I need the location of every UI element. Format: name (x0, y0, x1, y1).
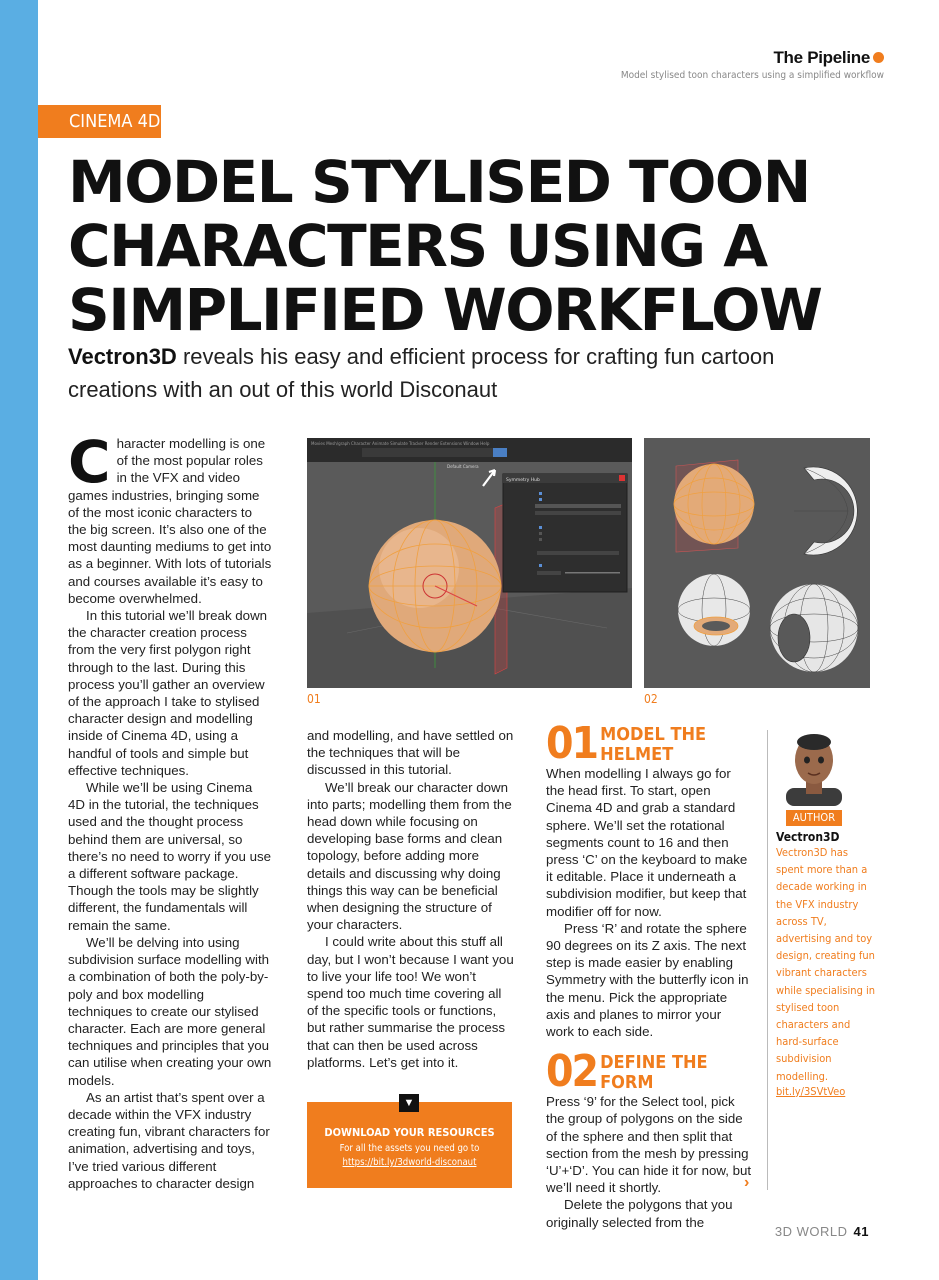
standfirst-author: Vectron3D (68, 344, 177, 369)
figure-2-screenshot (644, 438, 870, 688)
step-paragraph: Delete the polygons that you originally selected from the (546, 1197, 733, 1230)
paragraph: I could write about this stuff all day, but I won’t because I want you to live your life too! We won’t spend too much time covering all of the specific tools or functions, but rather summarise the process that can then be used across platforms. Let’s get into it. (307, 934, 514, 1070)
download-heading: DOWNLOAD YOUR RESOURCES (324, 1126, 495, 1139)
author-box (776, 730, 876, 1098)
paragraph: As an artist that’s spent over a decade within the VFX industry creating fun, vibrant characters for animation, advertising and toys, I’ve tried various different approaches to character design (68, 1089, 270, 1191)
author-link[interactable]: bit.ly/3SVtVeo (776, 1084, 846, 1098)
paragraph: In this tutorial we’ll break down the character creation process from the very first polygon right through to the last. During this process you’ll gather an overview of the approach I take to stylised character design and modelling inside of Cinema 4D, using a handful of tools and simple but effective techniques. (68, 608, 268, 778)
step-paragraph: When modelling I always go for the head first. To start, open Cinema 4D and grab a standard sphere. We’ll set the rotational segments count to 16 and then press ‘C’ on the keyboard to make it editable. Place it underneath a subdivision modifier, but keep that modifier off for now. (546, 766, 748, 919)
ui-view-label: Default Camera (447, 464, 479, 469)
author-bio: Vectron3D has spent more than a decade working in the VFX industry across TV, advertising and toy design, creating fun vibrant characters while specialising in stylised toon characters and hard-surface subdivision modelling. (776, 846, 876, 1083)
standfirst (68, 340, 788, 406)
paragraph: and modelling, and have settled on the techniques that will be discussed in this tutorial. (307, 728, 514, 778)
step-title: DEFINE THE FORM (600, 1052, 708, 1094)
chevron-down-icon: ▼ (399, 1094, 419, 1112)
figure-2-label: 02 (644, 692, 658, 706)
running-head-subtitle: Model stylised toon characters using a simplified workflow (620, 70, 884, 81)
section-brand: The Pipeline (773, 48, 870, 67)
download-link[interactable]: https://bit.ly/3dworld-disconaut (342, 1157, 477, 1168)
download-subtext: For all the assets you need go to (339, 1143, 480, 1154)
step-paragraph: Press ‘R’ and rotate the sphere 90 degrees on its Z axis. The next step is made easier by enabling Symmetry with the butterfly icon in the menu. Pick the appropriate axis and planes to mirror your work to each side. (546, 920, 749, 1040)
author-avatar (776, 730, 852, 806)
body-column-2 (307, 727, 515, 1071)
step-title: MODEL THE HELMET (600, 724, 707, 765)
step-01 (546, 718, 752, 1040)
figure-1-screenshot (307, 438, 632, 688)
magazine-name: 3D WORLD (774, 1224, 848, 1239)
intro-paragraph (68, 428, 272, 607)
intro-text: haracter modelling is one of the most popular roles in the VFX and video games industries, bringing some of the most iconic characters to the big screen. It’s also one of the most daunting mediums to get into as a beginner. With lots of tutorials and courses available it’s easy to become overwhelmed. (68, 436, 272, 606)
column-divider (767, 730, 768, 1190)
ui-panel-title: Symmetry Hub (506, 478, 540, 483)
figure-1-label: 01 (307, 692, 321, 706)
download-resources-box (307, 1097, 512, 1188)
paragraph: We’ll break our character down into parts; modelling them from the head down while focusing on developing base forms and clean topology, before adding more details and discussing why doing things this way can be beneficial when designing the structure of your characters. (307, 779, 512, 933)
steps-column (546, 718, 752, 1231)
paragraph: We’ll be delving into using subdivision surface modelling with a combination of both the poly-by-poly and box modelling techniques to create our stylised character. Each are more general techniques and principles that you can utilise when creating your own models. (68, 934, 272, 1088)
cinema4d-viewport-illustration (307, 438, 632, 688)
category-tag: CINEMA 4D (38, 105, 161, 138)
side-color-bar (0, 0, 38, 1280)
ui-menu-bar: Movies Mesh/graph Character Animate Simulate Tracker Render Extensions Window Help (311, 441, 490, 446)
standfirst-text: reveals his easy and efficient process for crafting fun cartoon creations with an out of this world Disconaut (68, 344, 775, 402)
continue-arrow-icon: › (744, 1174, 750, 1191)
page-number: 41 (853, 1224, 869, 1239)
step-02 (546, 1046, 752, 1231)
step-paragraph: Press ‘9’ for the Select tool, pick the group of polygons on the side of the sphere and then split that section from the mesh by pressing ‘U’+‘D’. You can hide it for now, but we’ll need it shortly. (546, 1094, 752, 1196)
page-footer (775, 1224, 869, 1239)
article-title: MODEL STYLISED TOON CHARACTERS USING A SIMPLIFIED WORKFLOW (68, 148, 822, 344)
author-name: Vectron3D (776, 830, 840, 844)
paragraph: While we’ll be using Cinema 4D in the tutorial, the techniques used and the thought process behind them are universal, so there’s no need to worry if you use a different software package. Though the tools may be slightly different, the fundamentals will remain the same. (68, 780, 272, 933)
drop-cap: C (68, 428, 111, 496)
step-number: 01 (546, 718, 598, 769)
step-number: 02 (546, 1046, 598, 1098)
helmet-progression-illustration (644, 438, 870, 688)
running-head (621, 48, 884, 81)
brand-dot-icon (873, 52, 884, 63)
author-badge: AUTHOR (786, 810, 842, 826)
body-column-1 (68, 428, 272, 1192)
